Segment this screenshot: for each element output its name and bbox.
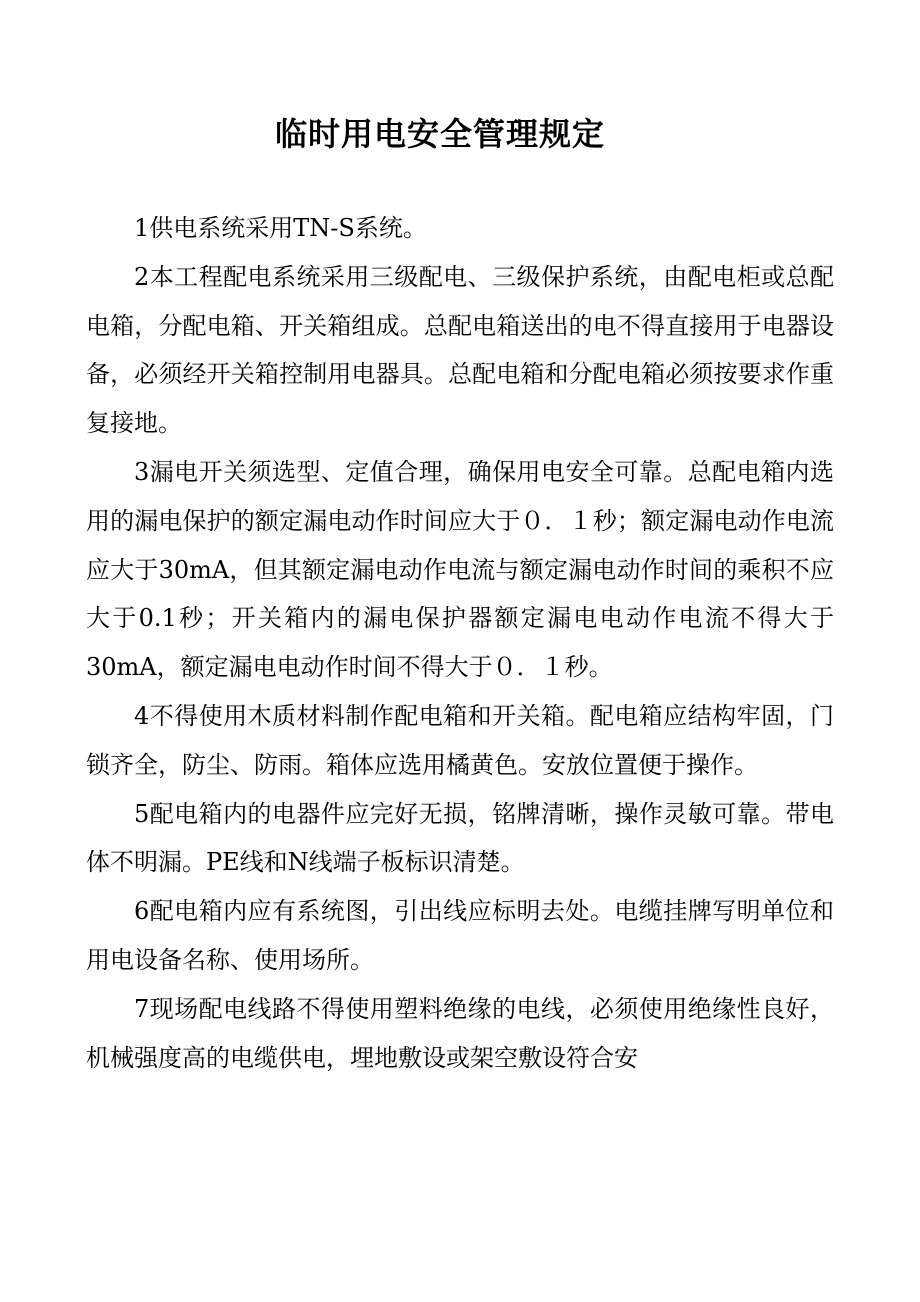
document-title: 临时用电安全管理规定 (274, 115, 605, 153)
paragraph-1: 1供电系统采用TN-S系统。 (134, 214, 427, 242)
paragraph-3: 3漏电开关须选型、定值合理，确保用电安全可靠。总配电箱内选用的漏电保护的额定漏电动作时间应大于０．１秒；额定漏电动作电流应大于30mA，但其额定漏电动作电流与额定漏电动作时间的乘积不应大于0.1秒；开关箱内的漏电保护器额定漏电电动作电流不得大于30mA，额定漏电电动作时间不得大于０．１秒。 (86, 457, 834, 682)
paragraph-7: 7现场配电线路不得使用塑料绝缘的电线，必须使用绝缘性良好，机械强度高的电缆供电，埋地敷设或架空敷设符合安 (86, 994, 834, 1072)
paragraph-4: 4不得使用木质材料制作配电箱和开关箱。配电箱应结构牢固，门锁齐全，防尘、防雨。箱体应选用橘黄色。安放位置便于操作。 (86, 701, 834, 779)
paragraph-5: 5配电箱内的电器件应完好无损，铭牌清晰，操作灵敏可靠。带电体不明漏。PE线和N线端子板标识清楚。 (86, 799, 834, 877)
paragraph-2: 2本工程配电系统采用三级配电、三级保护系统，由配电柜或总配电箱，分配电箱、开关箱组成。总配电箱送出的电不得直接用于电器设备，必须经开关箱控制用电器具。总配电箱和分配电箱必须按要求作重复接地。 (86, 262, 834, 438)
document-body (86, 204, 834, 1082)
paragraph-6: 6配电箱内应有系统图，引出线应标明去处。电缆挂牌写明单位和用电设备名称、使用场所。 (86, 897, 834, 974)
